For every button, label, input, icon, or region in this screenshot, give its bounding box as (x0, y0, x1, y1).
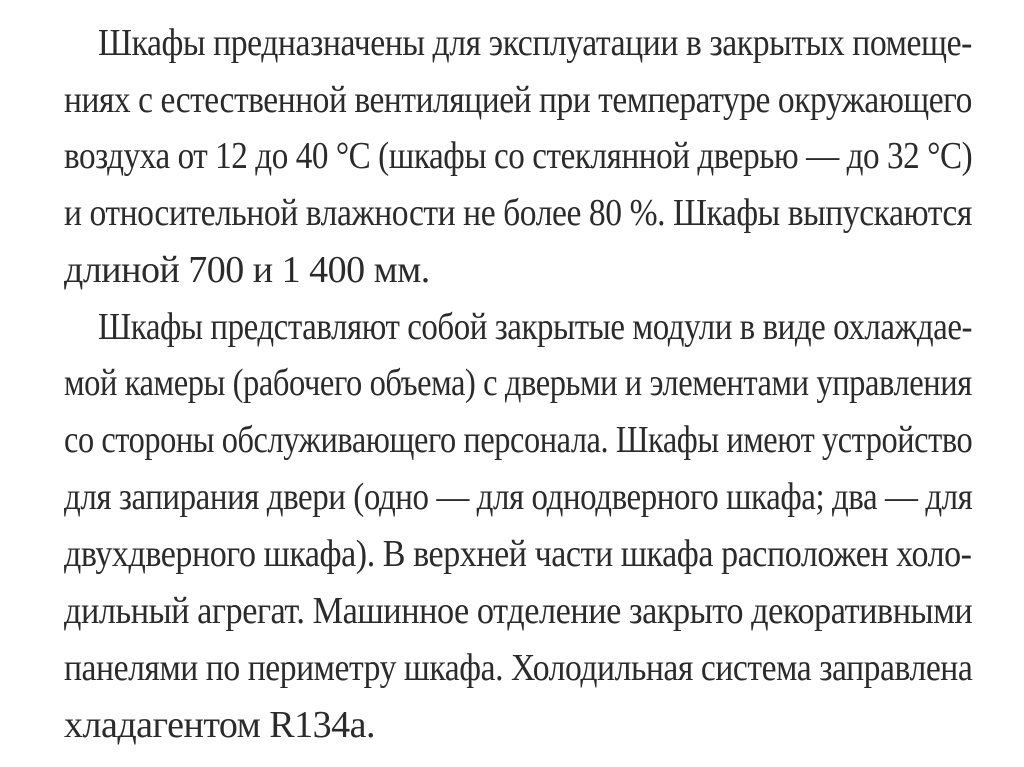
paragraph-1-line-4: и относительной влажности не более 80 %. Шкафы выпускаются (64, 192, 972, 234)
paragraph-2-line-3: со стороны обслуживающего персонала. Шкафы имеют устройство (64, 419, 973, 461)
paragraph-2-line-4: для запирания двери (одно — для однодверного шкафа; два — для (64, 476, 973, 518)
paragraph-1-line-2: ниях с естественной вентиляцией при температуре окружающего (64, 79, 972, 121)
paragraph-1-line-5: длиной 700 и 1 400 мм. (64, 249, 430, 291)
paragraph-2-line-1: Шкафы представляют собой закрытые модули в виде охлаждае- (98, 306, 973, 348)
paragraph-1-line-1: Шкафы предназначены для эксплуатации в закрытых помеще- (98, 22, 972, 64)
paragraph-2-line-7: панелями по периметру шкафа. Холодильная система заправлена (64, 647, 973, 689)
paragraph-1-line-3: воздуха от 12 до 40 °С (шкафы со стеклянной дверью — до 32 °С) (64, 135, 973, 177)
paragraph-2-line-2: мой камеры (рабочего объема) с дверьми и элементами управления (64, 362, 972, 404)
paragraph-2-line-8: хладагентом R134a. (64, 704, 375, 746)
paragraph-2-line-5: двухдверного шкафа). В верхней части шкафа расположен холо- (64, 533, 972, 575)
paragraph-2-line-6: дильный агрегат. Машинное отделение закрыто декоративными (64, 590, 973, 632)
